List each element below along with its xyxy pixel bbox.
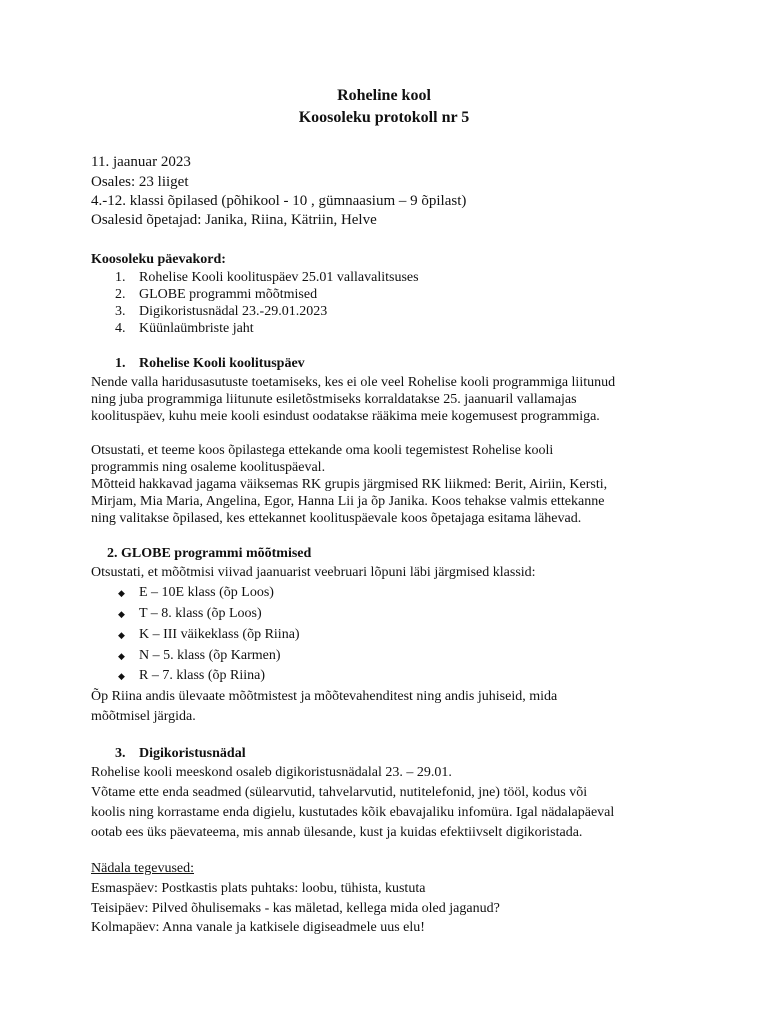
section3-number: 3.: [115, 746, 126, 761]
section2-intro: Otsustati, et mõõtmisi viivad jaanuarist veebruari lõpuni läbi järgmised klassid:: [91, 565, 536, 580]
list-item: N – 5. klass (õp Karmen): [139, 648, 281, 663]
agenda-item-number: 1.: [115, 270, 126, 285]
activity-line: Kolmapäev: Anna vanale ja katkisele digiseadmele uus elu!: [91, 920, 425, 935]
section3-paragraph-line: ootab ees üks päevateema, mis annab ülesande, kust ja kuidas efektiivselt digikoristada.: [91, 825, 583, 840]
section1-paragraph-line: ning valitakse õpilased, kes ettekannet koolituspäevale koos õpetajaga esitama lähevad.: [91, 511, 582, 526]
agenda-item-text: Digikoristusnädal 23.-29.01.2023: [139, 304, 328, 319]
section2-heading: 2. GLOBE programmi mõõtmised: [107, 546, 312, 561]
list-item: E – 10E klass (õp Loos): [139, 585, 274, 600]
activities-heading: Nädala tegevused:: [91, 861, 195, 876]
section1-paragraph-line: Nende valla haridusasutuste toetamiseks, kes ei ole veel Rohelise kooli programmiga liitunud: [91, 375, 616, 390]
section1-paragraph-line: programmis ning osaleme koolituspäeval.: [91, 460, 326, 475]
section1-paragraph-line: ning juba programmiga liitunute esiletõstmiseks korraldatakse 25. jaanuaril vallamajas: [91, 392, 577, 407]
document-title: Roheline kool: [337, 87, 431, 104]
activity-line: Teisipäev: Pilved õhulisemaks - kas mäletad, kellega mida oled jaganud?: [91, 901, 500, 916]
agenda-item-text: Rohelise Kooli koolituspäev 25.01 vallavalitsuses: [139, 270, 419, 285]
bullet-icon: ◆: [118, 630, 125, 640]
agenda-item-number: 3.: [115, 304, 126, 319]
section2-outro-line: Õp Riina andis ülevaate mõõtmistest ja mõõtevahenditest ning andis juhiseid, mida: [91, 689, 558, 704]
activity-line: Esmaspäev: Postkastis plats puhtaks: loobu, tühista, kustuta: [91, 881, 426, 896]
section3-paragraph-line: Võtame ette enda seadmed (sülearvutid, tahvelarvutid, nutitelefonid, jne) tööl, kodus või: [91, 785, 588, 800]
agenda-item-text: GLOBE programmi mõõtmised: [139, 287, 318, 302]
section1-paragraph-line: koolituspäev, kuhu meie kooli esindust oodatakse rääkima meie kogemusest programmiga.: [91, 409, 600, 424]
meeting-date: 11. jaanuar 2023: [91, 154, 191, 170]
list-item: R – 7. klass (õp Riina): [139, 668, 265, 683]
meeting-classes: 4.-12. klassi õpilased (põhikool - 10 , gümnaasium – 9 õpilast): [91, 193, 467, 209]
section3-heading: Digikoristusnädal: [139, 746, 246, 761]
section1-heading: Rohelise Kooli koolituspäev: [139, 356, 305, 371]
section1-paragraph-line: Otsustati, et teeme koos õpilastega ettekande oma kooli tegemistest Rohelise kooli: [91, 443, 554, 458]
section1-paragraph-line: Mirjam, Mia Maria, Angelina, Egor, Hanna Lii ja õp Janika. Koos tehakse valmis ettekanne: [91, 494, 605, 509]
section3-paragraph-line: Rohelise kooli meeskond osaleb digikoristusnädalal 23. – 29.01.: [91, 765, 452, 780]
section3-paragraph-line: koolis ning korrastame enda digielu, kustutades kõik ebavajaliku infomüra. Igal nädalapäeval: [91, 805, 615, 820]
meeting-teachers: Osalesid õpetajad: Janika, Riina, Kätriin, Helve: [91, 212, 377, 228]
section1-paragraph-line: Mõtteid hakkavad jagama väiksemas RK grupis järgmised RK liikmed: Berit, Airiin, Kersti,: [91, 477, 608, 492]
section2-outro-line: mõõtmisel järgida.: [91, 709, 196, 724]
agenda-item-number: 2.: [115, 287, 126, 302]
bullet-icon: ◆: [118, 671, 125, 681]
agenda-item-text: Küünlaümbriste jaht: [139, 321, 254, 336]
agenda-item-number: 4.: [115, 321, 126, 336]
meeting-participants: Osales: 23 liiget: [91, 174, 189, 190]
bullet-icon: ◆: [118, 609, 125, 619]
section1-number: 1.: [115, 356, 126, 371]
bullet-icon: ◆: [118, 651, 125, 661]
list-item: K – III väikeklass (õp Riina): [139, 627, 300, 642]
agenda-heading: Koosoleku päevakord:: [91, 252, 226, 267]
document-subtitle: Koosoleku protokoll nr 5: [298, 109, 470, 126]
bullet-icon: ◆: [118, 588, 125, 598]
list-item: T – 8. klass (õp Loos): [139, 606, 262, 621]
